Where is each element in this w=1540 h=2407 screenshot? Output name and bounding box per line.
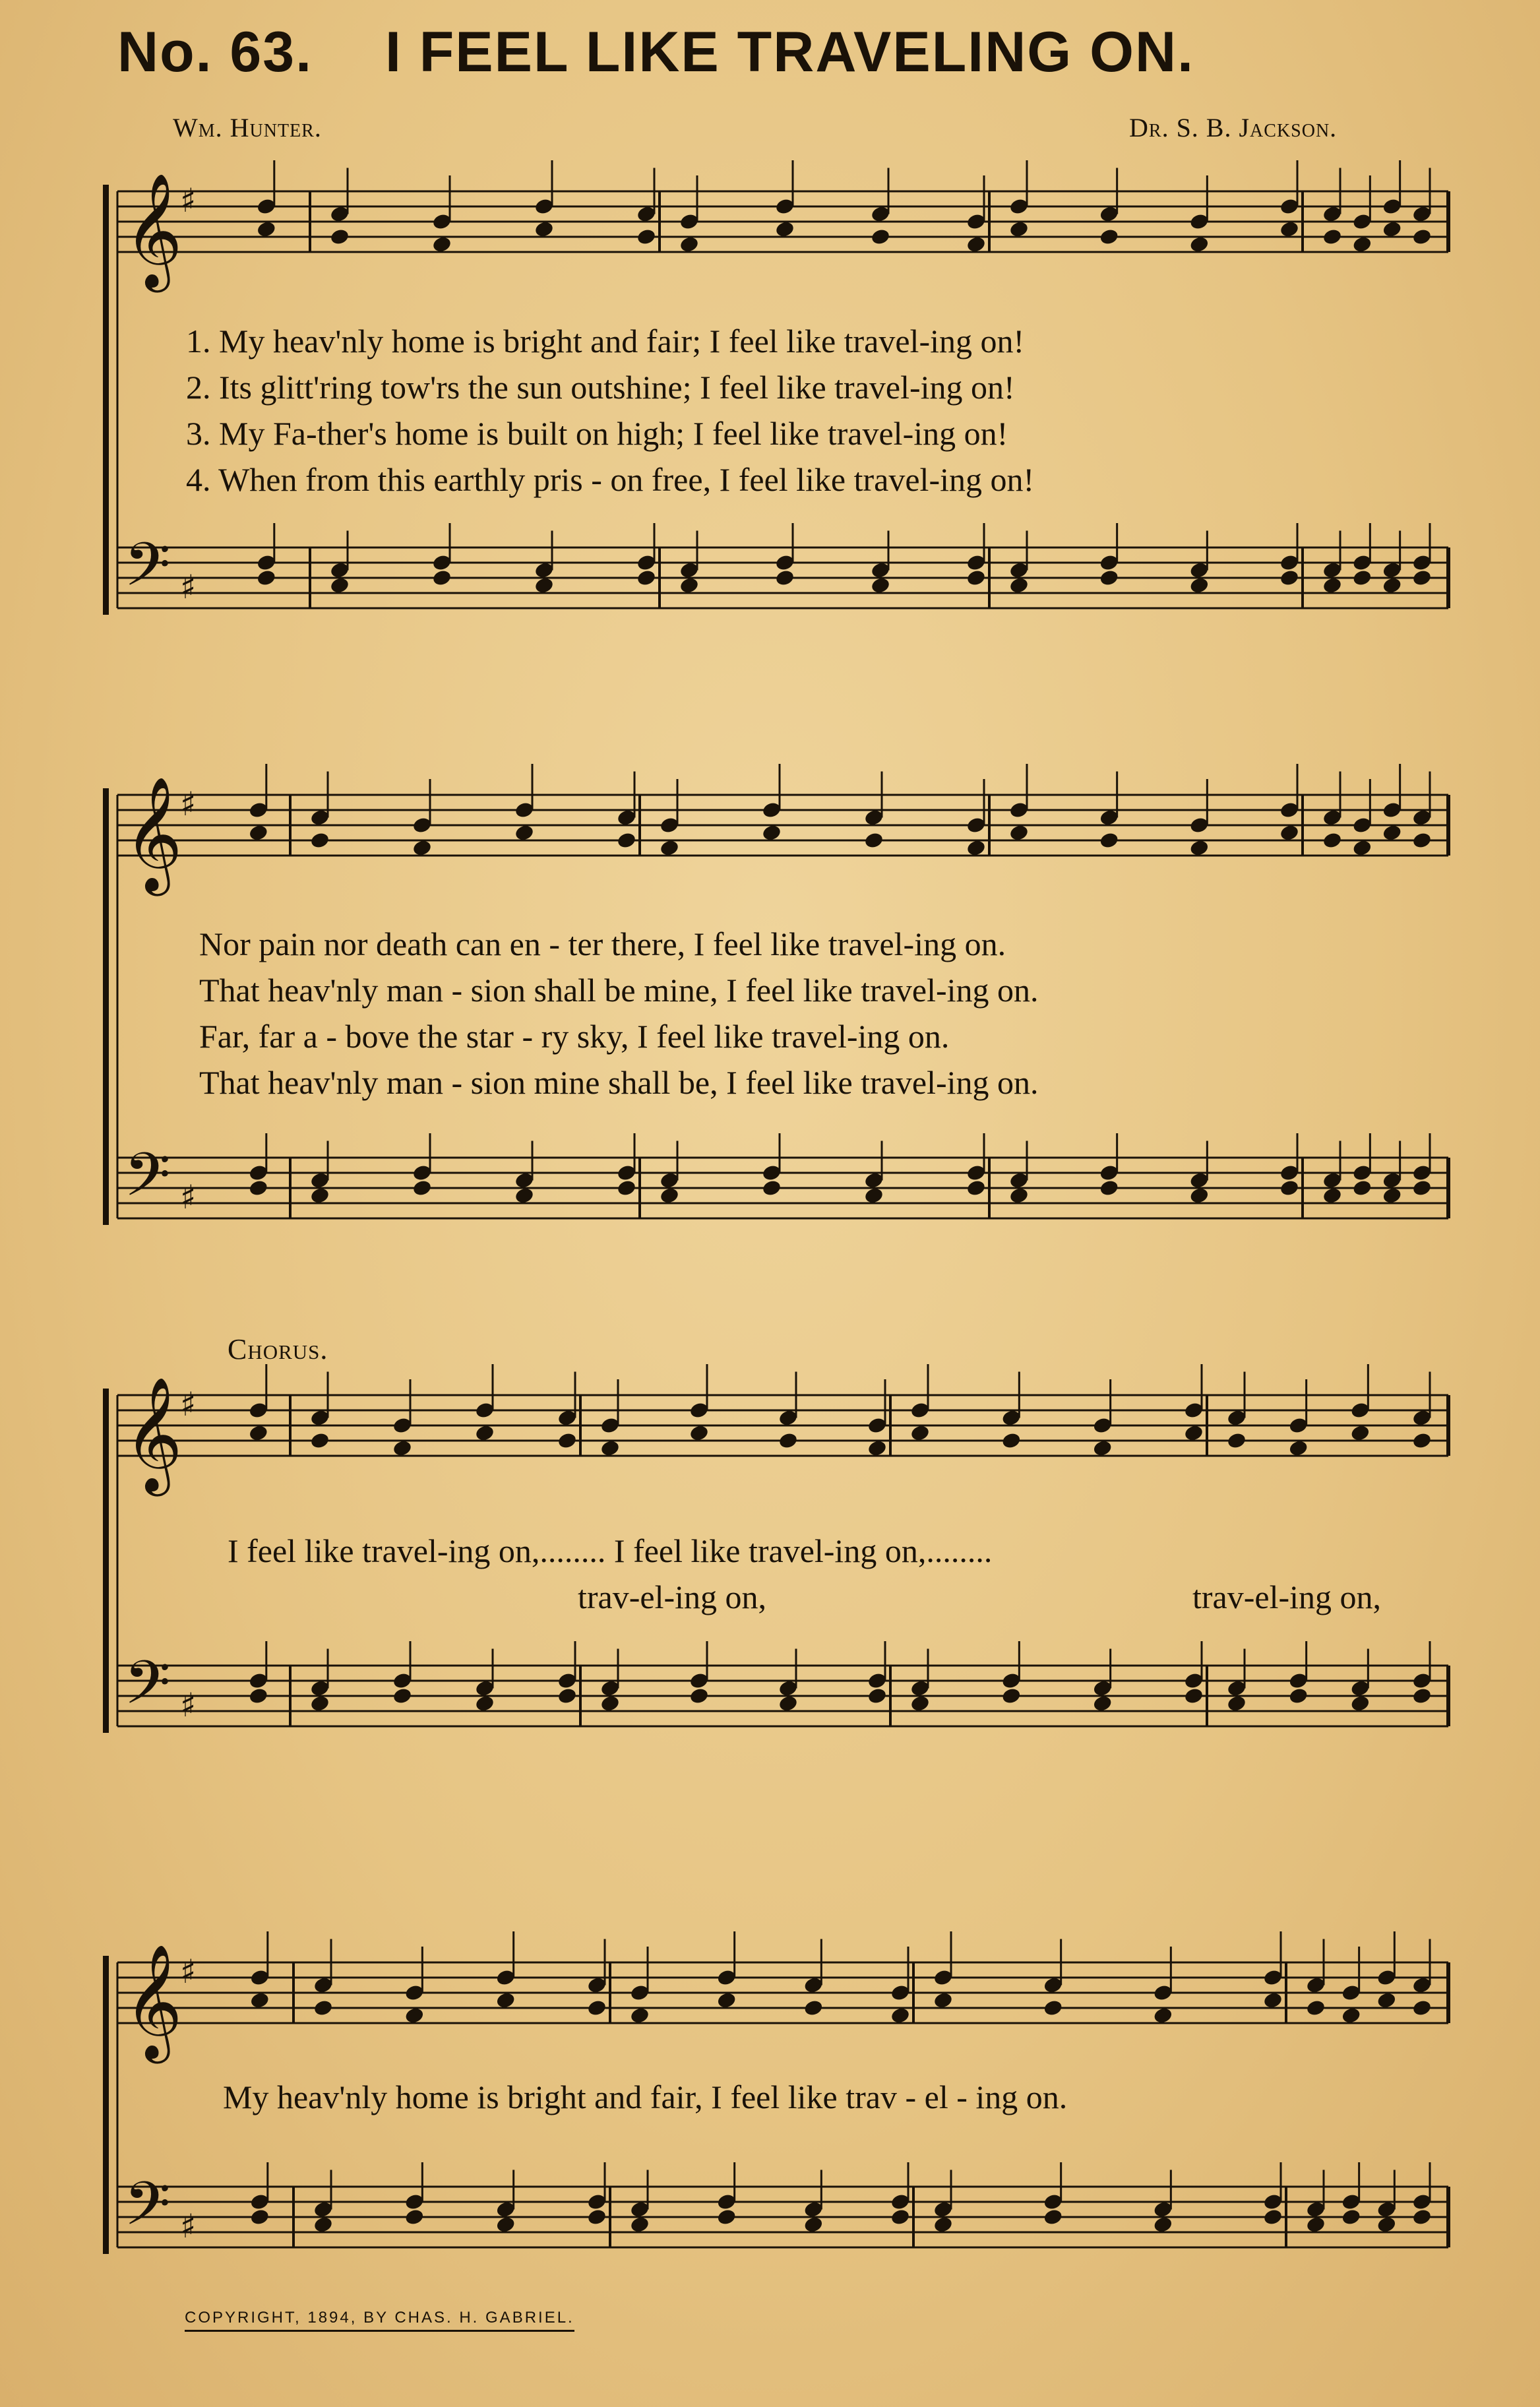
notehead xyxy=(1226,1695,1247,1713)
system-bracket xyxy=(103,788,109,1225)
notehead xyxy=(309,1431,330,1450)
notehead xyxy=(600,1439,620,1458)
notehead xyxy=(1001,1687,1022,1705)
notehead xyxy=(495,1991,516,2010)
notehead xyxy=(392,1439,412,1458)
notehead xyxy=(1350,1424,1371,1443)
hymn-title: I FEEL LIKE TRAVELING ON. xyxy=(385,20,1194,84)
notehead xyxy=(774,220,795,239)
notehead xyxy=(1411,569,1432,587)
notehead xyxy=(412,839,432,858)
notehead xyxy=(1099,228,1119,246)
notehead xyxy=(1411,1179,1432,1197)
verse-line-2: That heav'nly man - sion shall be mine, I feel like travel-ing on. xyxy=(199,972,1039,1009)
notehead xyxy=(870,577,890,595)
notehead xyxy=(1352,839,1372,858)
notehead xyxy=(1008,1187,1029,1205)
notehead xyxy=(803,1999,824,2017)
notehead xyxy=(1352,569,1372,587)
bass-clef-icon: 𝄢 xyxy=(124,530,171,614)
notehead xyxy=(1279,1179,1299,1197)
notehead xyxy=(1341,2208,1361,2226)
notehead xyxy=(1099,831,1119,850)
notehead xyxy=(1352,1179,1372,1197)
notehead xyxy=(557,1431,577,1450)
notehead xyxy=(1382,1187,1402,1205)
notehead xyxy=(248,1687,268,1705)
notehead xyxy=(909,1424,930,1443)
refrain-line: My heav'nly home is bright and fair, I feel like trav - el - ing on. xyxy=(223,2079,1068,2115)
notehead xyxy=(431,569,452,587)
notehead xyxy=(659,839,679,858)
notehead xyxy=(1411,1687,1432,1705)
treble-clef-icon: 𝄞 xyxy=(124,1944,183,2059)
treble-clef-icon: 𝄞 xyxy=(124,776,183,891)
notehead xyxy=(966,839,986,858)
bass-clef-icon: 𝄢 xyxy=(124,1140,171,1224)
notehead xyxy=(600,1695,620,1713)
treble-clef-icon: 𝄞 xyxy=(124,173,183,288)
notehead xyxy=(404,2208,425,2226)
notehead xyxy=(1350,1695,1371,1713)
notehead xyxy=(474,1695,495,1713)
sharp-icon: ♯ xyxy=(180,1385,197,1423)
notehead xyxy=(933,2216,953,2234)
notehead xyxy=(474,1424,495,1443)
chorus-label: Chorus. xyxy=(228,1333,328,1365)
verse-line-4: That heav'nly man - sion mine shall be, I feel like travel-ing on. xyxy=(199,1064,1039,1101)
notehead xyxy=(966,235,986,254)
notehead xyxy=(689,1687,709,1705)
notehead xyxy=(1376,1991,1397,2010)
notehead xyxy=(1341,2007,1361,2025)
notehead xyxy=(966,569,986,587)
notehead xyxy=(716,1991,737,2010)
notehead xyxy=(412,1179,432,1197)
chorus-line: I feel like travel-ing on,........ I feel like travel-ing on,........ xyxy=(228,1532,993,1569)
notehead xyxy=(933,1991,953,2010)
notehead xyxy=(1099,569,1119,587)
notehead xyxy=(495,2216,516,2234)
system-bracket xyxy=(103,185,109,615)
notehead xyxy=(1262,2208,1283,2226)
bass-clef-icon: 𝄢 xyxy=(124,1648,171,1732)
notehead xyxy=(256,569,276,587)
notehead xyxy=(329,228,350,246)
notehead xyxy=(803,2216,824,2234)
notehead xyxy=(1322,228,1342,246)
notehead xyxy=(1411,228,1432,246)
notehead xyxy=(863,831,884,850)
notehead xyxy=(1322,577,1342,595)
notehead xyxy=(534,220,554,239)
notehead xyxy=(616,1179,636,1197)
notehead xyxy=(249,1991,270,2010)
notehead xyxy=(761,824,782,842)
sharp-icon: ♯ xyxy=(180,1953,197,1991)
chorus-alto-line-1: trav-el-ing on, xyxy=(578,1579,767,1615)
notehead xyxy=(248,1424,268,1443)
sharp-icon: ♯ xyxy=(180,1686,197,1724)
verse-line-1: Nor pain nor death can en - ter there, I feel like travel-ing on. xyxy=(199,925,1006,962)
notehead xyxy=(329,577,350,595)
notehead xyxy=(586,1999,607,2017)
system-bracket xyxy=(103,1956,109,2254)
verse-line-2: 2. Its glitt'ring tow'rs the sun outshine; I feel like travel-ing on! xyxy=(186,369,1015,406)
notehead xyxy=(1008,577,1029,595)
notehead xyxy=(1288,1687,1309,1705)
notehead xyxy=(392,1687,412,1705)
notehead xyxy=(636,228,656,246)
notehead xyxy=(679,577,699,595)
sharp-icon: ♯ xyxy=(180,2207,197,2245)
chorus-alto-line-2: trav-el-ing on, xyxy=(1192,1579,1382,1615)
notehead xyxy=(616,831,636,850)
verse-line-1: 1. My heav'nly home is bright and fair; I feel like travel-ing on! xyxy=(186,323,1025,359)
notehead xyxy=(778,1431,798,1450)
notehead xyxy=(1043,2208,1063,2226)
notehead xyxy=(659,1187,679,1205)
notehead xyxy=(557,1687,577,1705)
notehead xyxy=(629,2007,650,2025)
notehead xyxy=(1288,1439,1309,1458)
notehead xyxy=(1279,569,1299,587)
notehead xyxy=(1322,1187,1342,1205)
verse-line-4: 4. When from this earthly pris - on free, I feel like travel-ing on! xyxy=(186,461,1035,498)
notehead xyxy=(1183,1687,1204,1705)
notehead xyxy=(534,577,554,595)
notehead xyxy=(1153,2007,1173,2025)
notehead xyxy=(248,824,268,842)
notehead xyxy=(716,2208,737,2226)
notehead xyxy=(1001,1431,1022,1450)
verse-line-3: Far, far a - bove the star - ry sky, I feel like travel-ing on. xyxy=(199,1018,950,1055)
notehead xyxy=(1411,2208,1432,2226)
notehead xyxy=(689,1424,709,1443)
notehead xyxy=(679,235,699,254)
notehead xyxy=(1352,235,1372,254)
notehead xyxy=(1189,839,1210,858)
notehead xyxy=(1092,1695,1113,1713)
notehead xyxy=(1153,2216,1173,2234)
notehead xyxy=(1008,824,1029,842)
notehead xyxy=(1279,220,1299,239)
notehead xyxy=(778,1695,798,1713)
notehead xyxy=(404,2007,425,2025)
composer-credit: Dr. S. B. Jackson. xyxy=(1129,113,1338,142)
notehead xyxy=(966,1179,986,1197)
notehead xyxy=(1411,1431,1432,1450)
sharp-icon: ♯ xyxy=(180,181,197,220)
bass-clef-icon: 𝄢 xyxy=(124,2169,171,2253)
notehead xyxy=(870,228,890,246)
lyricist-credit: Wm. Hunter. xyxy=(173,113,322,142)
notehead xyxy=(313,1999,333,2017)
notehead xyxy=(636,569,656,587)
notehead xyxy=(1322,831,1342,850)
notehead xyxy=(761,1179,782,1197)
notehead xyxy=(1279,824,1299,842)
notehead xyxy=(1382,577,1402,595)
notehead xyxy=(909,1695,930,1713)
notehead xyxy=(1189,235,1210,254)
notehead xyxy=(1189,1187,1210,1205)
notehead xyxy=(867,1439,887,1458)
notehead xyxy=(1305,1999,1326,2017)
notehead xyxy=(1092,1439,1113,1458)
hymn-number: No. 63. xyxy=(117,20,313,84)
notehead xyxy=(248,1179,268,1197)
notehead xyxy=(890,2208,910,2226)
notehead xyxy=(514,1187,534,1205)
notehead xyxy=(1382,824,1402,842)
treble-clef-icon: 𝄞 xyxy=(124,1377,183,1491)
sharp-icon: ♯ xyxy=(180,568,197,606)
notehead xyxy=(431,235,452,254)
notehead xyxy=(1043,1999,1063,2017)
notehead xyxy=(1008,220,1029,239)
copyright-notice: COPYRIGHT, 1894, BY CHAS. H. GABRIEL. xyxy=(185,2309,574,2332)
notehead xyxy=(1226,1431,1247,1450)
system-bracket xyxy=(103,1389,109,1733)
notehead xyxy=(313,2216,333,2234)
notehead xyxy=(867,1687,887,1705)
notehead xyxy=(1189,577,1210,595)
notehead xyxy=(1305,2216,1326,2234)
notehead xyxy=(1382,220,1402,239)
notehead xyxy=(629,2216,650,2234)
notehead xyxy=(1099,1179,1119,1197)
notehead xyxy=(890,2007,910,2025)
notehead xyxy=(514,824,534,842)
notehead xyxy=(309,1187,330,1205)
notehead xyxy=(774,569,795,587)
notehead xyxy=(1376,2216,1397,2234)
verse-line-3: 3. My Fa-ther's home is built on high; I feel like travel-ing on! xyxy=(186,415,1008,452)
sharp-icon: ♯ xyxy=(180,1178,197,1216)
notehead xyxy=(309,1695,330,1713)
notehead xyxy=(586,2208,607,2226)
notehead xyxy=(1262,1991,1283,2010)
sharp-icon: ♯ xyxy=(180,785,197,823)
notehead xyxy=(249,2208,270,2226)
notehead xyxy=(256,220,276,239)
notehead xyxy=(1411,1999,1432,2017)
notehead xyxy=(863,1187,884,1205)
notehead xyxy=(1411,831,1432,850)
notehead xyxy=(309,831,330,850)
notehead xyxy=(1183,1424,1204,1443)
